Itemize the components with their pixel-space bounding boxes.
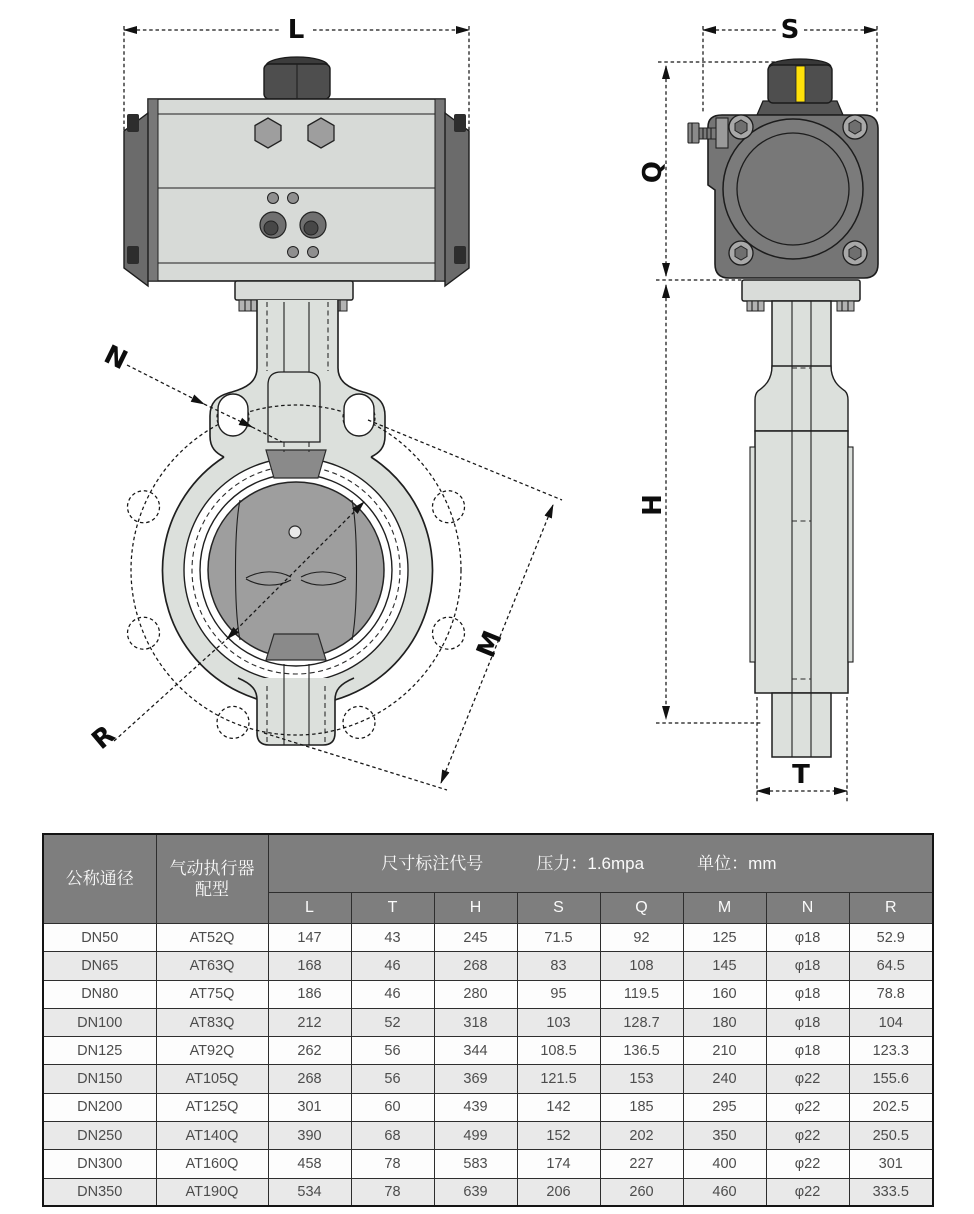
table-cell-R: 333.5: [849, 1178, 933, 1206]
table-cell-N: φ22: [766, 1122, 849, 1150]
table-cell-S: 108.5: [517, 1037, 600, 1065]
dim-label-N: N: [99, 339, 132, 377]
table-cell-M: 460: [683, 1178, 766, 1206]
table-cell-M: 350: [683, 1122, 766, 1150]
dim-label-M: M: [471, 626, 509, 662]
table-cell-H: 268: [434, 952, 517, 980]
table-cell-R: 301: [849, 1150, 933, 1178]
table-row: [43, 1122, 933, 1150]
table-cell-H: 499: [434, 1122, 517, 1150]
table-cell-dn: DN50: [43, 924, 156, 952]
col-header-M: M: [683, 893, 766, 924]
col-header-actuator-model: 气动执行器 配型: [156, 834, 268, 924]
table-cell-dn: DN350: [43, 1178, 156, 1206]
table-cell-L: 534: [268, 1178, 351, 1206]
table-cell-Q: 260: [600, 1178, 683, 1206]
table-cell-actuator: AT52Q: [156, 924, 268, 952]
table-cell-H: 583: [434, 1150, 517, 1178]
table-cell-S: 83: [517, 952, 600, 980]
table-cell-M: 240: [683, 1065, 766, 1093]
table-cell-dn: DN200: [43, 1093, 156, 1121]
table-cell-S: 71.5: [517, 924, 600, 952]
table-cell-Q: 227: [600, 1150, 683, 1178]
dim-label-L: L: [287, 15, 305, 45]
table-cell-actuator: AT83Q: [156, 1008, 268, 1036]
table-cell-L: 212: [268, 1008, 351, 1036]
table-cell-Q: 119.5: [600, 980, 683, 1008]
table-cell-L: 390: [268, 1122, 351, 1150]
table-cell-L: 168: [268, 952, 351, 980]
dim-label-Q: Q: [638, 160, 668, 184]
spec-table: [42, 833, 934, 1207]
table-cell-actuator: AT92Q: [156, 1037, 268, 1065]
table-row: [43, 924, 933, 952]
table-cell-L: 262: [268, 1037, 351, 1065]
table-cell-R: 104: [849, 1008, 933, 1036]
table-row: [43, 1037, 933, 1065]
dimension-H: [638, 285, 762, 723]
table-cell-N: φ18: [766, 980, 849, 1008]
unit-info: 单位：mm: [697, 853, 777, 873]
dim-label-T: T: [792, 760, 810, 790]
table-cell-T: 46: [351, 952, 434, 980]
table-cell-H: 280: [434, 980, 517, 1008]
table-cell-Q: 92: [600, 924, 683, 952]
table-cell-R: 250.5: [849, 1122, 933, 1150]
table-cell-T: 46: [351, 980, 434, 1008]
dim-label-S: S: [780, 15, 800, 45]
table-row: [43, 980, 933, 1008]
table-cell-N: φ22: [766, 1150, 849, 1178]
col-header-T: T: [351, 893, 434, 924]
table-cell-R: 155.6: [849, 1065, 933, 1093]
table-cell-T: 68: [351, 1122, 434, 1150]
table-cell-M: 400: [683, 1150, 766, 1178]
table-cell-N: φ18: [766, 1037, 849, 1065]
table-cell-N: φ22: [766, 1178, 849, 1206]
table-cell-actuator: AT190Q: [156, 1178, 268, 1206]
side-view: [638, 14, 878, 803]
table-cell-dn: DN100: [43, 1008, 156, 1036]
table-cell-T: 78: [351, 1150, 434, 1178]
table-cell-dn: DN125: [43, 1037, 156, 1065]
table-row: [43, 1150, 933, 1178]
table-cell-actuator: AT105Q: [156, 1065, 268, 1093]
col-header-nominal-diameter: 公称通径: [43, 834, 156, 924]
table-cell-S: 152: [517, 1122, 600, 1150]
table-cell-dn: DN250: [43, 1122, 156, 1150]
bolt-slot-right: [344, 394, 374, 436]
col-header-R: R: [849, 893, 933, 924]
table-cell-R: 78.8: [849, 980, 933, 1008]
table-cell-dn: DN300: [43, 1150, 156, 1178]
table-cell-H: 439: [434, 1093, 517, 1121]
hex-bolt: [308, 118, 334, 148]
front-view: [86, 14, 562, 790]
table-cell-S: 174: [517, 1150, 600, 1178]
table-cell-N: φ22: [766, 1093, 849, 1121]
table-cell-actuator: AT160Q: [156, 1150, 268, 1178]
table-cell-M: 210: [683, 1037, 766, 1065]
dim-label-R: R: [86, 719, 121, 756]
col-header-N: N: [766, 893, 849, 924]
table-row: [43, 1178, 933, 1206]
table-cell-S: 142: [517, 1093, 600, 1121]
table-cell-Q: 153: [600, 1065, 683, 1093]
hex-bolt: [255, 118, 281, 148]
table-cell-T: 56: [351, 1037, 434, 1065]
table-cell-T: 78: [351, 1178, 434, 1206]
shaft-boss: [268, 372, 320, 442]
table-cell-R: 202.5: [849, 1093, 933, 1121]
table-cell-actuator: AT125Q: [156, 1093, 268, 1121]
pneumatic-actuator-front: [124, 99, 469, 286]
table-cell-Q: 108: [600, 952, 683, 980]
table-cell-S: 121.5: [517, 1065, 600, 1093]
table-cell-M: 180: [683, 1008, 766, 1036]
table-cell-dn: DN80: [43, 980, 156, 1008]
table-cell-R: 52.9: [849, 924, 933, 952]
table-cell-S: 103: [517, 1008, 600, 1036]
table-row: [43, 1008, 933, 1036]
pressure-info: 压力：1.6mpa: [536, 853, 645, 873]
table-cell-Q: 136.5: [600, 1037, 683, 1065]
bolt-slot-left: [218, 394, 248, 436]
table-cell-M: 160: [683, 980, 766, 1008]
table-cell-T: 43: [351, 924, 434, 952]
dims-title: 尺寸标注代号: [381, 853, 484, 873]
table-cell-H: 245: [434, 924, 517, 952]
table-cell-Q: 185: [600, 1093, 683, 1121]
table-row: [43, 1065, 933, 1093]
table-cell-L: 268: [268, 1065, 351, 1093]
table-cell-L: 186: [268, 980, 351, 1008]
table-cell-H: 318: [434, 1008, 517, 1036]
pneumatic-actuator-side: [688, 59, 878, 278]
table-cell-N: φ18: [766, 1008, 849, 1036]
table-cell-S: 206: [517, 1178, 600, 1206]
table-row: [43, 1093, 933, 1121]
table-cell-actuator: AT75Q: [156, 980, 268, 1008]
table-row: [43, 952, 933, 980]
table-cell-M: 125: [683, 924, 766, 952]
table-cell-H: 639: [434, 1178, 517, 1206]
table-cell-R: 123.3: [849, 1037, 933, 1065]
header-banner: [268, 834, 933, 893]
col-header-H: H: [434, 893, 517, 924]
table-cell-N: φ22: [766, 1065, 849, 1093]
table-cell-dn: DN150: [43, 1065, 156, 1093]
dim-label-H: H: [638, 494, 668, 516]
table-cell-Q: 128.7: [600, 1008, 683, 1036]
table-cell-N: φ18: [766, 952, 849, 980]
table-cell-H: 369: [434, 1065, 517, 1093]
table-cell-Q: 202: [600, 1122, 683, 1150]
col-header-L: L: [268, 893, 351, 924]
table-cell-R: 64.5: [849, 952, 933, 980]
table-cell-H: 344: [434, 1037, 517, 1065]
table-cell-N: φ18: [766, 924, 849, 952]
table-cell-L: 458: [268, 1150, 351, 1178]
table-body: [43, 924, 933, 1207]
table-cell-dn: DN65: [43, 952, 156, 980]
table-cell-L: 147: [268, 924, 351, 952]
col-header-Q: Q: [600, 893, 683, 924]
disc-center-hole: [289, 526, 301, 538]
col-header-S: S: [517, 893, 600, 924]
table-cell-actuator: AT140Q: [156, 1122, 268, 1150]
yellow-indicator-stripe: [796, 66, 805, 102]
valve-body-side: [742, 280, 860, 757]
actuator-position-indicator: [264, 57, 330, 99]
table-cell-actuator: AT63Q: [156, 952, 268, 980]
table-cell-T: 52: [351, 1008, 434, 1036]
spec-table-container: [42, 833, 932, 1207]
table-cell-M: 145: [683, 952, 766, 980]
table-cell-T: 56: [351, 1065, 434, 1093]
table-cell-T: 60: [351, 1093, 434, 1121]
table-cell-S: 95: [517, 980, 600, 1008]
table-cell-M: 295: [683, 1093, 766, 1121]
table-cell-L: 301: [268, 1093, 351, 1121]
